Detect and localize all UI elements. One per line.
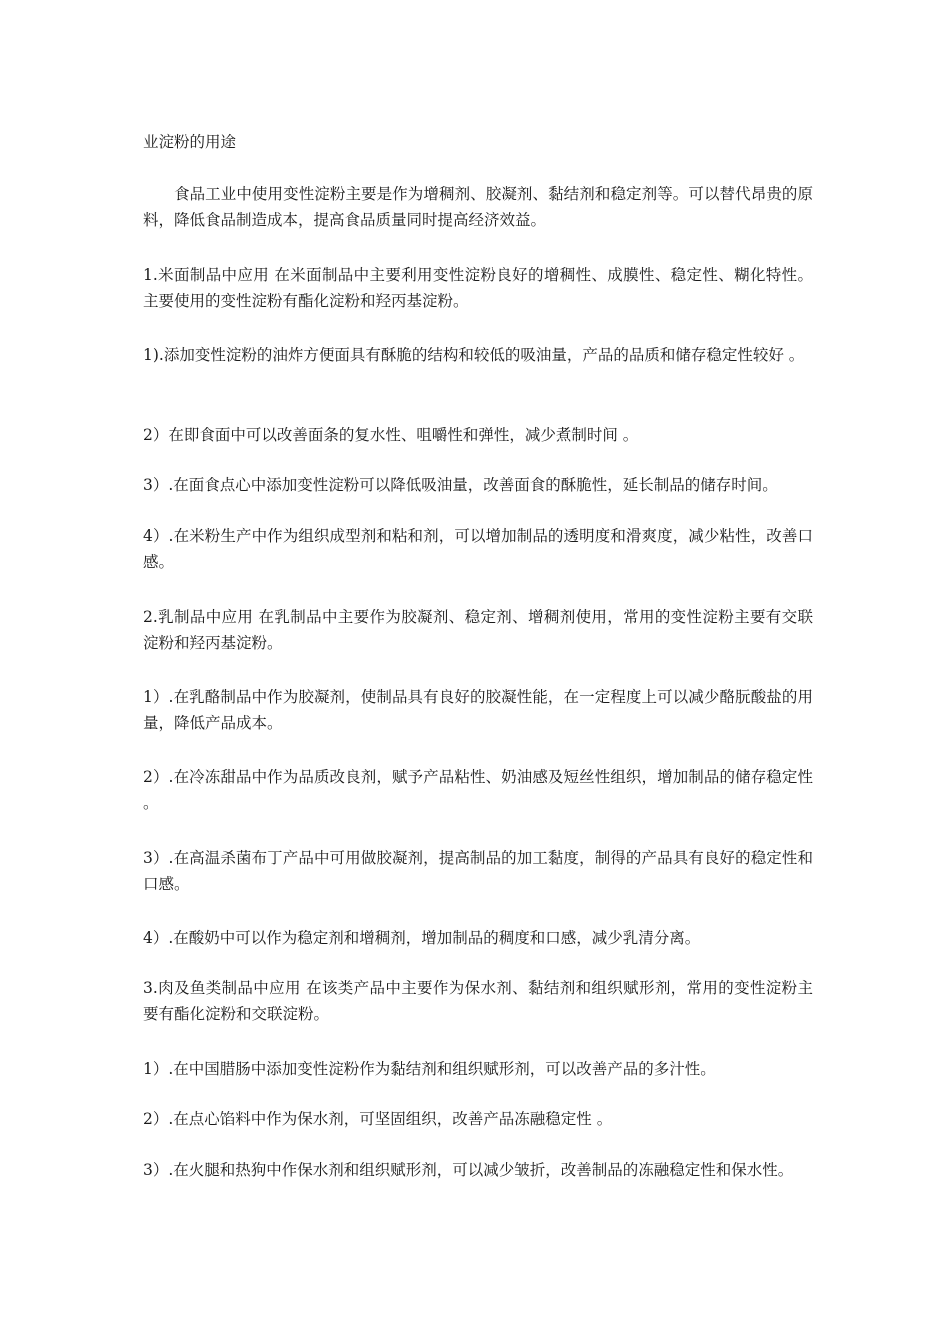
section-1-item-3: 3）.在面食点心中添加变性淀粉可以降低吸油量，改善面食的酥脆性，延长制品的储存时间。: [143, 476, 778, 494]
section-2-item-1: 1）.在乳酪制品中作为胶凝剂，使制品具有良好的胶凝性能，在一定程度上可以减少酪朊酸盐的用量，降低产品成本。: [143, 688, 813, 732]
section-2-item-3: 3）.在高温杀菌布丁产品中可用做胶凝剂，提高制品的加工黏度，制得的产品具有良好的稳定性和口感。: [143, 849, 813, 893]
section-2-item-4: 4）.在酸奶中可以作为稳定剂和增稠剂，增加制品的稠度和口感，减少乳清分离。: [143, 929, 701, 947]
section-3-item-2: 2）.在点心馅料中作为保水剂，可坚固组织，改善产品冻融稳定性 。: [143, 1110, 613, 1128]
section-3-heading-paragraph: 3.肉及鱼类制品中应用 在该类产品中主要作为保水剂、黏结剂和组织赋形剂，常用的变性淀粉主要有酯化淀粉和交联淀粉。: [143, 979, 813, 1023]
section-1-item-2: 2）在即食面中可以改善面条的复水性、咀嚼性和弹性，减少煮制时间 。: [143, 426, 639, 444]
section-3-item-3: 3）.在火腿和热狗中作保水剂和组织赋形剂，可以减少皱折，改善制品的冻融稳定性和保水性。: [143, 1161, 794, 1179]
intro-paragraph: 食品工业中使用变性淀粉主要是作为增稠剂、胶凝剂、黏结剂和稳定剂等。可以替代昂贵的原料，降低食品制造成本，提高食品质量同时提高经济效益。: [143, 185, 813, 229]
document-title: 业淀粉的用途: [143, 133, 237, 151]
section-1-heading-paragraph: 1.米面制品中应用 在米面制品中主要利用变性淀粉良好的增稠性、成膜性、稳定性、糊化特性。主要使用的变性淀粉有酯化淀粉和羟丙基淀粉。: [143, 266, 813, 310]
section-1-item-4: 4）.在米粉生产中作为组织成型剂和粘和剂，可以增加制品的透明度和滑爽度，减少粘性，改善口感。: [143, 527, 813, 571]
section-2-heading-paragraph: 2.乳制品中应用 在乳制品中主要作为胶凝剂、稳定剂、增稠剂使用，常用的变性淀粉主要有交联淀粉和羟丙基淀粉。: [143, 608, 813, 652]
section-1-item-1: 1).添加变性淀粉的油炸方便面具有酥脆的结构和较低的吸油量，产品的品质和储存稳定性较好 。: [143, 346, 805, 364]
section-3-item-1: 1）.在中国腊肠中添加变性淀粉作为黏结剂和组织赋形剂，可以改善产品的多汁性。: [143, 1060, 716, 1078]
section-2-item-2: 2）.在冷冻甜品中作为品质改良剂，赋予产品粘性、奶油感及短丝性组织，增加制品的储存稳定性 。: [143, 768, 813, 812]
